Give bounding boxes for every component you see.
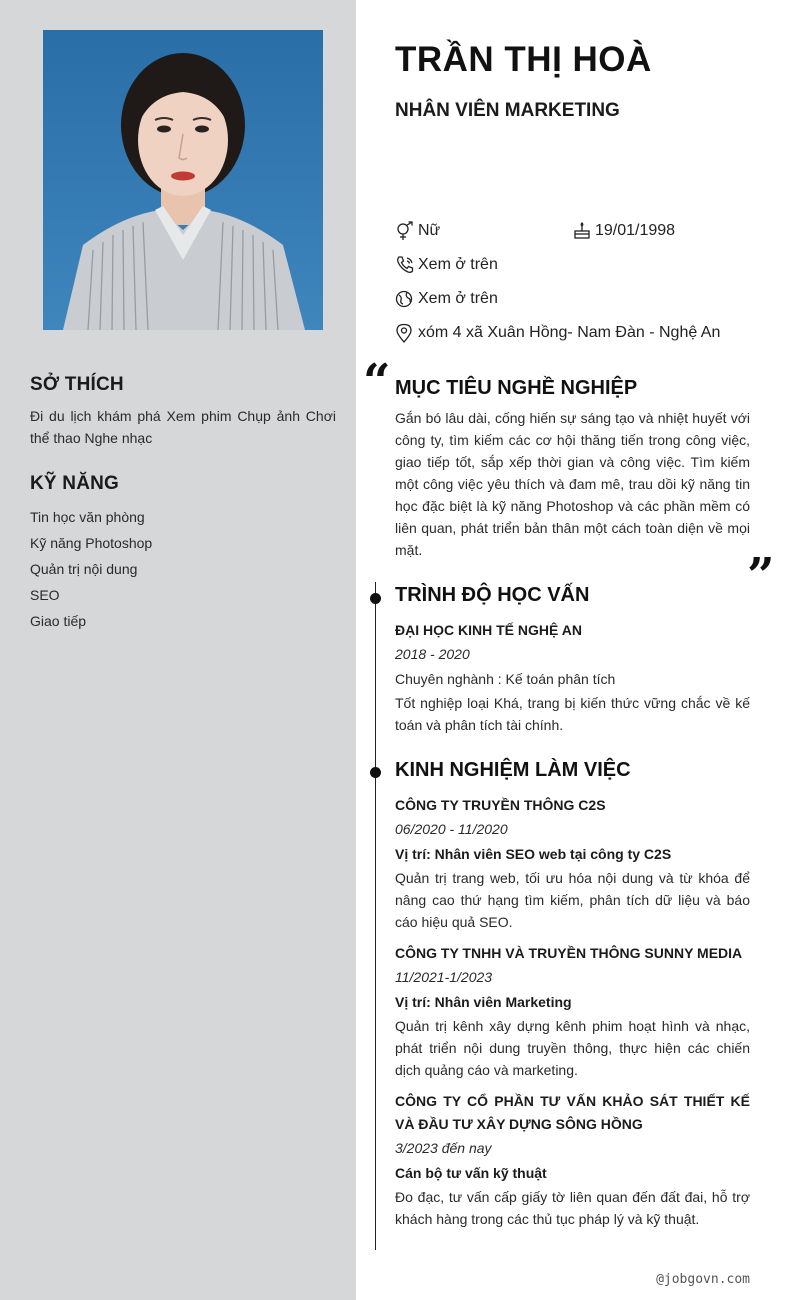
school-name: ĐẠI HỌC KINH TẾ NGHỆ AN	[395, 622, 582, 638]
education-heading: TRÌNH ĐỘ HỌC VẤN	[395, 584, 590, 606]
timeline-dot	[370, 767, 381, 778]
phone-value: Xem ở trên	[418, 256, 498, 273]
phone-icon	[395, 255, 415, 275]
job-title: NHÂN VIÊN MARKETING	[395, 100, 620, 121]
candidate-name: TRẦN THỊ HOÀ	[395, 40, 652, 79]
education-description: Tốt nghiệp loại Khá, trang bị kiến thức vững chắc về kế toán và phân tích tài chính.	[395, 695, 750, 733]
sidebar	[0, 0, 356, 1300]
timeline-line	[375, 582, 376, 1250]
gender-info	[395, 221, 440, 241]
job-period: 06/2020 - 11/2020	[395, 821, 508, 837]
address-info	[395, 323, 720, 343]
gender-value: Nữ	[418, 222, 441, 239]
role-value: Nhân viên Marketing	[434, 994, 572, 1010]
company-name: CÔNG TY CỔ PHẦN TƯ VẤN KHẢO SÁT THIẾT KẾ VÀ ĐẦU TƯ XÂY DỰNG SÔNG HỒNG	[395, 1093, 750, 1132]
company-name: CÔNG TY TNHH VÀ TRUYỀN THÔNG SUNNY MEDIA	[395, 945, 743, 961]
profile-photo	[43, 30, 323, 330]
skill-item: Tin học văn phòng	[30, 509, 145, 525]
company-name: CÔNG TY TRUYỀN THÔNG C2S	[395, 797, 606, 813]
role-value: Nhân viên SEO web tại công ty C2S	[434, 846, 672, 862]
job-period: 11/2021-1/2023	[395, 969, 493, 985]
job-role	[395, 994, 572, 1010]
close-quote-icon: ”	[747, 548, 775, 604]
website-info	[395, 289, 498, 309]
job-description: Quản trị kênh xây dựng kênh phim hoạt hình và nhạc, phát triển nội dung truyền thông, thực hiện các chiến dịch quảng cáo và marketing.	[395, 1018, 750, 1078]
skill-item: Giao tiếp	[30, 613, 87, 629]
objective-text: Gắn bó lâu dài, cống hiến sự sáng tạo và nhiệt huyết với công ty, tìm kiếm các cơ hội thăng tiến trong công việc, giao tiếp tốt, sắp xếp thời gian và công việc. Tìm kiếm một công việc yêu thích và đam mê, trau dồi kỹ năng tin học đặc biệt là kỹ năng Photoshop và các phần mềm có liên quan, phát triển bản thân một cách toàn diện về mọi mặt.	[395, 410, 750, 558]
skill-item: Quản trị nội dung	[30, 561, 138, 577]
job-description: Quản trị trang web, tối ưu hóa nội dung và từ khóa để nâng cao thứ hạng tìm kiếm, phân tích dữ liệu và báo cáo hiệu quả SEO.	[395, 870, 750, 930]
skill-item: SEO	[30, 587, 60, 603]
skill-item: Kỹ năng Photoshop	[30, 535, 153, 551]
phone-info	[395, 255, 498, 275]
experience-heading: KINH NGHIỆM LÀM VIỆC	[395, 759, 631, 781]
education-period: 2018 - 2020	[395, 646, 470, 662]
role-value: Cán bộ tư vấn kỹ thuật	[395, 1165, 547, 1181]
objective-heading: MỤC TIÊU NGHỀ NGHIỆP	[395, 377, 638, 399]
hobbies-text: Đi du lịch khám phá Xem phim Chụp ảnh Chơi thể thao Nghe nhạc	[30, 408, 336, 446]
job-description: Đo đạc, tư vấn cấp giấy tờ liên quan đến đất đai, hỗ trợ khách hàng trong các thủ tục pháp lý và kỹ thuật.	[395, 1189, 750, 1227]
job-period: 3/2023 đến nay	[395, 1140, 492, 1156]
globe-icon	[395, 289, 415, 309]
role-label: Vị trí:	[395, 846, 431, 862]
birthday-info	[572, 221, 675, 241]
website-value: Xem ở trên	[418, 290, 498, 307]
timeline-dot	[370, 593, 381, 604]
skills-heading: KỸ NĂNG	[30, 473, 120, 494]
portrait-illustration	[43, 30, 323, 330]
birthday-value: 19/01/1998	[595, 222, 676, 239]
footer-watermark: @jobgovn.com	[656, 1272, 750, 1287]
open-quote-icon: “	[363, 354, 391, 410]
education-major: Chuyên nghành : Kế toán phân tích	[395, 671, 616, 687]
location-pin-icon	[395, 323, 415, 343]
role-label: Vị trí:	[395, 994, 431, 1010]
hobbies-heading: SỞ THÍCH	[30, 374, 124, 395]
job-role	[395, 846, 671, 862]
gender-icon	[395, 221, 415, 241]
cake-icon	[572, 221, 592, 241]
job-role	[395, 1165, 547, 1181]
address-value: xóm 4 xã Xuân Hồng- Nam Đàn - Nghệ An	[418, 324, 721, 341]
